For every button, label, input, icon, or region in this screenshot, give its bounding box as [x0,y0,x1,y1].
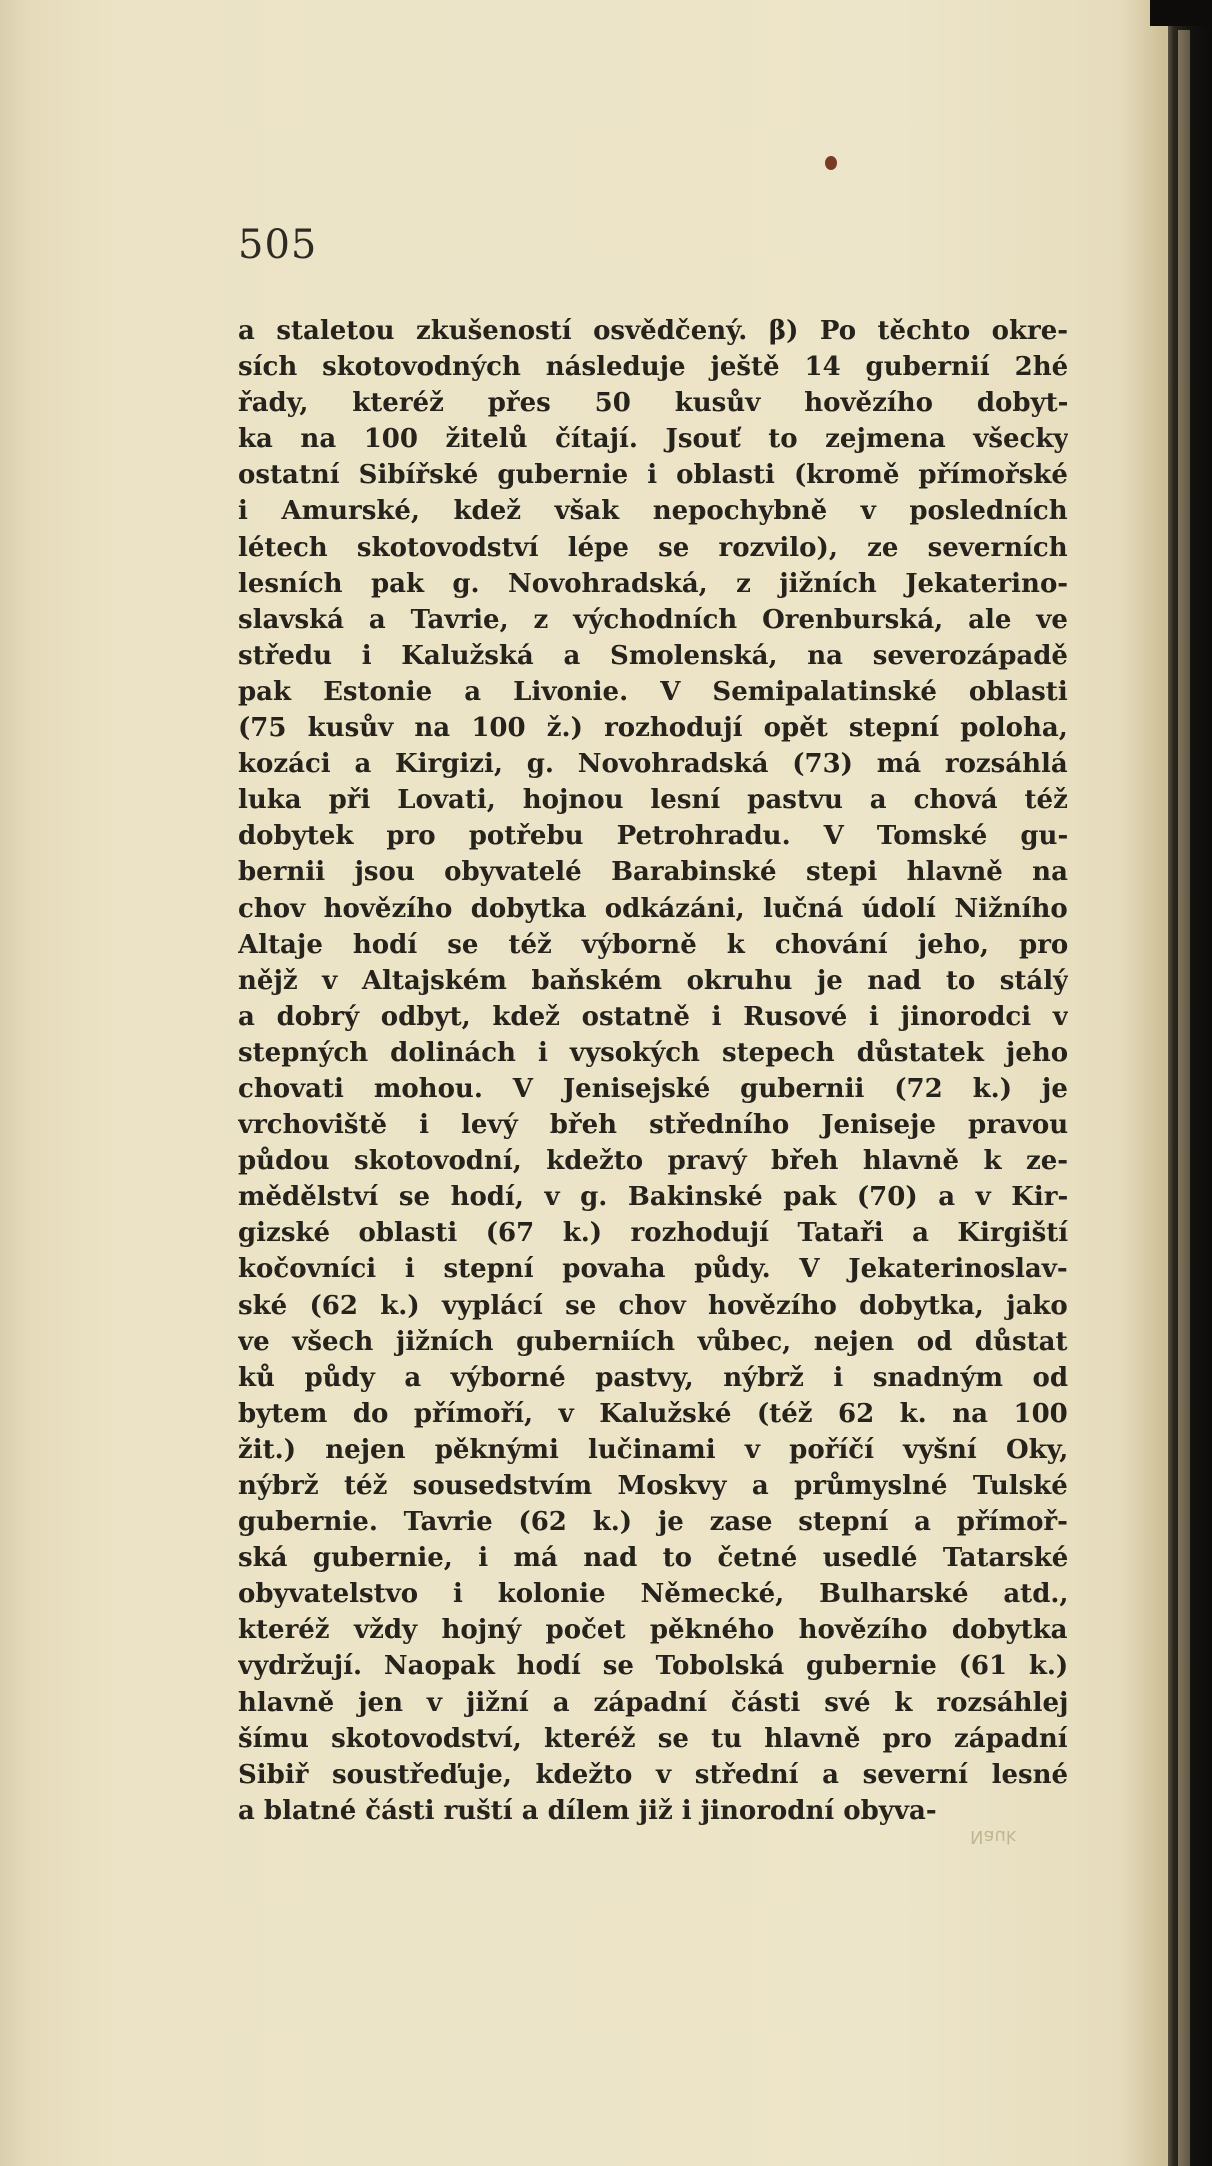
text-line: Sibiř soustřeďuje, kdežto v střední a severní lesné [238,1759,1068,1790]
text-line: ská gubernie, i má nad to četné usedlé Tatarské [238,1543,1068,1574]
text-line: kozáci a Kirgizi, g. Novohradská (73) má rozsáhlá [238,749,1068,780]
text-line: i Amurské, kdež však nepochybně v posledních [238,496,1068,527]
text-line: ve všech jižních guberniích vůbec, nejen od důstat [238,1326,1068,1357]
text-line: kočovníci i stepní povaha půdy. V Jekaterinoslav- [238,1254,1068,1285]
text-line: stepných dolinách i vysokých stepech důstatek jeho [238,1037,1068,1068]
text-line: ské (62 k.) vyplácí se chov hovězího dobytka, jako [238,1290,1068,1321]
text-line: luka při Lovati, hojnou lesní pastvu a chová též [238,785,1068,816]
text-line: ostatní Sibířské gubernie i oblasti (kromě přímořské [238,460,1068,491]
bleed-through-mark: Nauk [970,1826,1017,1847]
page-number: 505 [238,222,318,268]
text-line: bernii jsou obyvatelé Barabinské stepi hlavně na [238,857,1068,888]
text-line: gubernie. Tavrie (62 k.) je zase stepní a přímoř- [238,1507,1068,1538]
text-line: žit.) nejen pěknými lučinami v poříčí vyšní Oky, [238,1434,1068,1465]
text-line: a blatné části ruští a dílem již i jinorodní obyva- [238,1795,937,1826]
text-line: vrchoviště i levý břeh středního Jeniseje pravou [238,1110,1068,1141]
text-line: gizské oblasti (67 k.) rozhodují Tataři a Kirgiští [238,1218,1068,1249]
text-line: lesních pak g. Novohradská, z jižních Jekaterino- [238,568,1068,599]
text-line: a staletou zkušeností osvědčený. β) Po těchto okre- [238,316,1068,346]
text-line: (75 kusův na 100 ž.) rozhodují opět stepní poloha, [238,713,1068,744]
text-line: vydržují. Naopak hodí se Tobolská gubernie (61 k.) [238,1651,1068,1682]
text-line: bytem do přímoří, v Kalužské (též 62 k. na 100 [238,1398,1068,1429]
text-line: dobytek pro potřebu Petrohradu. V Tomské gu- [238,821,1068,852]
text-line: obyvatelstvo i kolonie Německé, Bulharské atd., [238,1579,1068,1610]
text-line: šímu skotovodství, kteréž se tu hlavně pro západní [238,1723,1068,1754]
book-gutter [1168,0,1212,2166]
facing-page-edge [1178,30,1190,2166]
body-text [238,313,1068,1829]
text-line: kteréž vždy hojný počet pěkného hovězího dobytka [238,1615,1068,1646]
text-line: středu i Kalužská a Smolenská, na severozápadě [238,640,1068,671]
text-line: ků půdy a výborné pastvy, nýbrž i snadným od [238,1362,1068,1393]
text-line: ka na 100 žitelů čítají. Jsouť to zejmena všecky [238,424,1068,455]
text-line: řady, kteréž přes 50 kusův hovězího dobyt- [238,388,1068,419]
text-line: hlavně jen v jižní a západní části své k rozsáhlej [238,1687,1068,1718]
text-line: slavská a Tavrie, z východních Orenburská, ale ve [238,604,1068,635]
text-line: mědělství se hodí, v g. Bakinské pak (70) a v Kir- [238,1182,1068,1213]
text-line: nýbrž též sousedstvím Moskvy a průmyslné Tulské [238,1471,1068,1501]
text-line: chovati mohou. V Jenisejské gubernii (72 k.) je [238,1073,1068,1104]
scan-shadow [1150,0,1212,26]
text-line: a dobrý odbyt, kdež ostatně i Rusové i jinorodci v [238,1001,1068,1032]
text-line: létech skotovodství lépe se rozvilo), ze severních [238,532,1068,563]
text-line: půdou skotovodní, kdežto pravý břeh hlavně k ze- [238,1146,1068,1177]
text-line: chov hovězího dobytka odkázáni, lučná údolí Nižního [238,893,1068,924]
text-line: nějž v Altajském baňském okruhu je nad to stálý [238,965,1068,996]
ink-spot [825,156,837,170]
text-line: pak Estonie a Livonie. V Semipalatinské oblasti [238,676,1068,707]
text-line: Altaje hodí se též výborně k chování jeho, pro [238,929,1068,960]
text-line: sích skotovodných následuje ještě 14 gubernií 2hé [238,352,1068,383]
